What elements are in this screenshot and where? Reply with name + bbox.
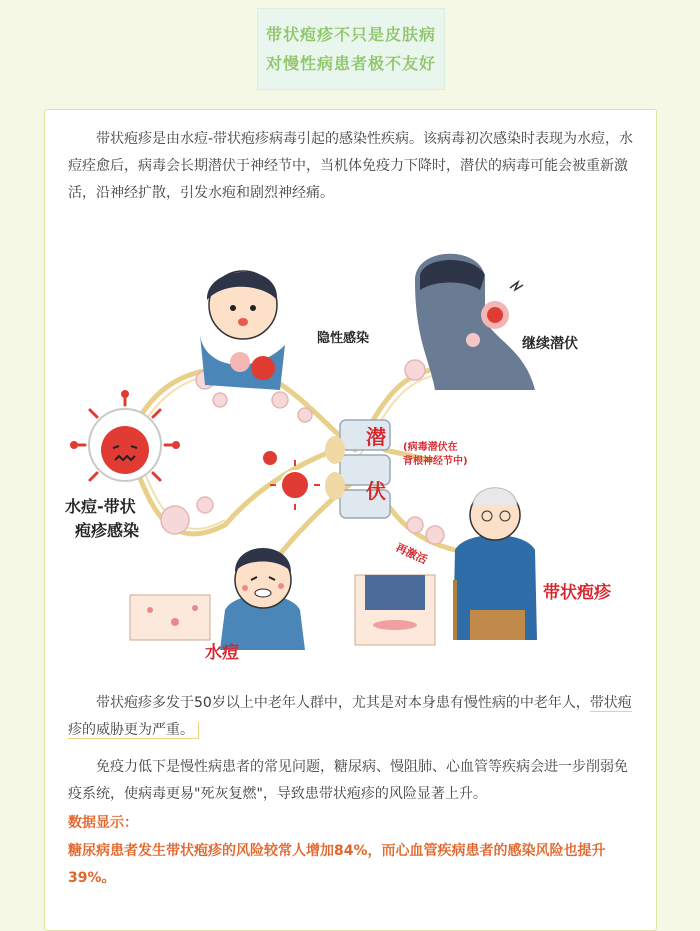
label-reactivate: 再激活	[393, 540, 430, 567]
label-chickenpox: 水痘	[205, 643, 239, 663]
old-man-icon	[453, 488, 537, 640]
paragraph-chronic-risk-a: 带状疱疹多发于50岁以上中老年人群中，尤其是对本身患有慢性病的中老年人，	[96, 695, 590, 711]
label-latent-char2: 伏	[366, 479, 386, 503]
label-hidden-infection: 隐性感染	[317, 331, 370, 346]
man-latent-icon	[415, 254, 535, 390]
header-box	[257, 8, 445, 90]
label-shingles: 带状疱疹	[543, 583, 611, 603]
paragraph-immunity: 免疫力低下是慢性病患者的常见问题，糖尿病、慢阻肺、心血管等疾病会进一步削弱免疫系统，使病毒更易"死灰复燃"，导致患带状疱疹的风险显著上升。	[68, 759, 628, 802]
intro-paragraph: 带状疱疹是由水痘-带状疱疹病毒引起的感染性疾病。该病毒初次感染时表现为水痘，水痘痊愈后，病毒会长期潜伏于神经节中，当机体免疫力下降时，潜伏的病毒可能会被重新激活，沿神经扩散，引发水疱和剧烈神经痛。	[68, 131, 634, 201]
paragraph-chronic-risk-highlight: 带状疱疹的威胁更为严重。	[68, 695, 632, 738]
label-varicella-line1: 水痘-带状	[65, 497, 136, 516]
label-latent-char1: 潜	[366, 425, 386, 449]
label-continue-latent: 继续潜伏	[522, 336, 578, 352]
back-rash-icon	[355, 575, 435, 645]
header-title-line1: 带状疱疹不只是皮肤病	[265, 25, 436, 44]
child-hidden-infection-icon	[200, 271, 285, 390]
label-latent-note-line2: 背根神经节中)	[403, 456, 468, 467]
shingles-illustration	[55, 250, 645, 670]
skin-rash-icon	[130, 595, 210, 640]
virus-left-icon	[70, 390, 180, 481]
label-latent-note-line1: (病毒潜伏在	[403, 442, 458, 453]
stats-text: 糖尿病患者发生带状疱疹的风险较常人增加84%，而心血管疾病患者的感染风险也提升39%。	[68, 843, 606, 886]
paragraph-chronic-risk	[68, 690, 634, 744]
header-title-line2: 对慢性病患者极不友好	[265, 54, 436, 73]
label-varicella-line2: 疱疹感染	[75, 521, 140, 540]
child-chickenpox-icon	[220, 548, 305, 650]
stats-title: 数据显示：	[68, 815, 138, 831]
